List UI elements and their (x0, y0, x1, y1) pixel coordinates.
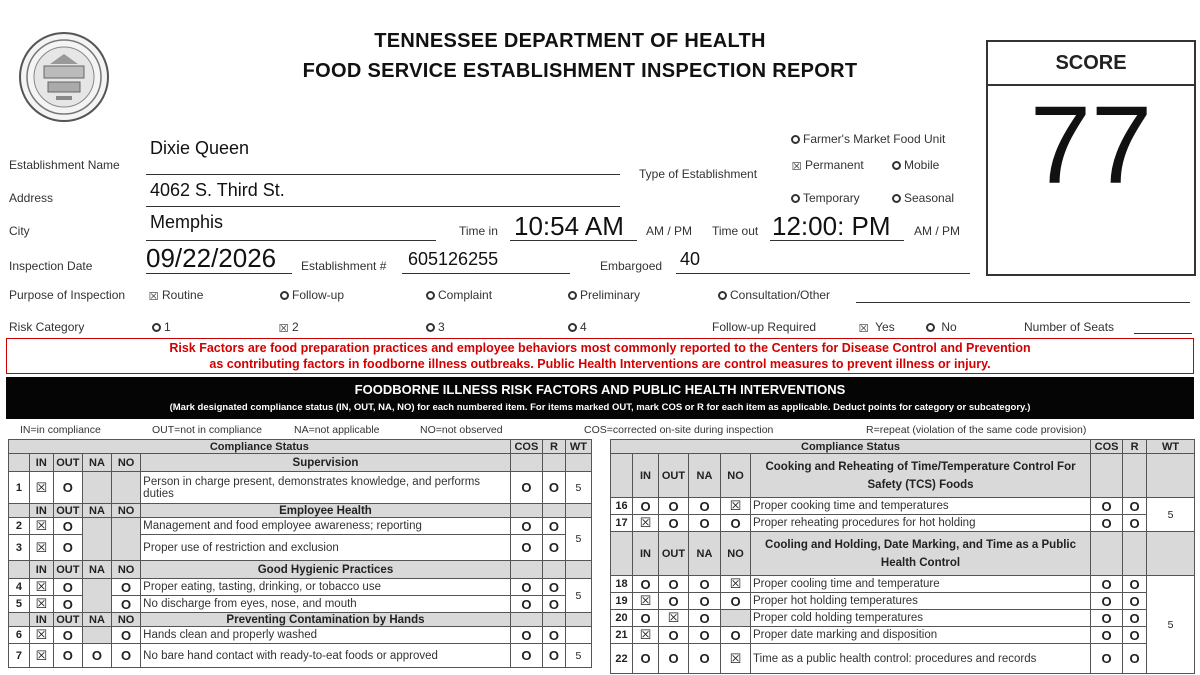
risk-option-2[interactable]: ☒ 2 (278, 320, 299, 335)
legend-r: R=repeat (violation of the same code provision) (866, 424, 1087, 436)
consultation-line (856, 302, 1190, 303)
purpose-option-consultation[interactable]: Consultation/Other (718, 288, 830, 302)
section-cooking-reheating: Cooking and Reheating of Time/Temperature Control For Safety (TCS) Foods (751, 454, 1091, 498)
table-row (611, 627, 1195, 644)
out-radio-icon[interactable]: O (53, 627, 82, 644)
r-radio-icon[interactable]: O (543, 518, 566, 535)
section-banner (6, 377, 1194, 419)
cos-radio-icon[interactable]: O (510, 579, 542, 596)
radio-icon (791, 194, 800, 203)
in-checked-icon[interactable]: ☒ (633, 627, 659, 644)
report-title-department: TENNESSEE DEPARTMENT OF HEALTH (374, 30, 766, 52)
item-number: 21 (611, 627, 633, 644)
table-row (9, 627, 592, 644)
na-radio-icon[interactable]: O (689, 627, 721, 644)
no-radio-icon[interactable]: O (721, 593, 751, 610)
item-description: No bare hand contact with ready-to-eat foods or approved (141, 644, 511, 668)
purpose-option-routine[interactable]: ☒ Routine (148, 288, 204, 303)
tennessee-state-seal (12, 30, 116, 124)
out-radio-icon[interactable]: O (659, 515, 689, 532)
cooking-header-row (611, 454, 1195, 498)
out-radio-icon[interactable]: O (53, 579, 82, 596)
radio-icon (892, 194, 901, 203)
item-number: 1 (9, 472, 30, 504)
score-value: 77 (1029, 84, 1153, 207)
item-description: Proper hot holding temperatures (751, 593, 1091, 610)
contamination-header-row (9, 613, 592, 627)
embargoed-value[interactable]: 40 (680, 249, 701, 269)
type-option-temporary[interactable]: Temporary (791, 191, 860, 205)
cos-radio-icon[interactable]: O (510, 472, 542, 504)
table-row (9, 518, 592, 535)
score-label: SCORE (988, 42, 1194, 86)
col-out: OUT (659, 454, 689, 498)
cos-radio-icon[interactable]: O (510, 644, 542, 668)
no-checked-icon[interactable]: ☒ (721, 644, 751, 674)
no-radio-icon[interactable]: O (112, 579, 141, 596)
col-na: NA (82, 613, 111, 627)
cooling-header-row (611, 532, 1195, 576)
checked-box-icon: ☒ (278, 323, 289, 335)
legend-na: NA=not applicable (294, 424, 380, 436)
r-radio-icon[interactable]: O (1123, 627, 1147, 644)
table-row (9, 472, 592, 504)
radio-icon (791, 135, 800, 144)
section-supervision: Supervision (141, 454, 511, 472)
followup-option-no[interactable]: No (926, 320, 957, 334)
out-checked-icon[interactable]: ☒ (659, 610, 689, 627)
compliance-table-right (610, 439, 1195, 674)
out-radio-icon[interactable]: O (53, 596, 82, 613)
col-na: NA (689, 454, 721, 498)
item-number: 3 (9, 535, 30, 561)
time-in-value[interactable]: 10:54 AM (514, 211, 624, 241)
cos-radio-icon[interactable]: O (1091, 498, 1123, 515)
col-no: NO (112, 454, 141, 472)
col-in: IN (29, 613, 53, 627)
item-number: 19 (611, 593, 633, 610)
time-in-line (510, 240, 637, 241)
type-option-mobile[interactable]: Mobile (892, 158, 939, 172)
item-number: 16 (611, 498, 633, 515)
time-out-ampm: AM / PM (914, 224, 961, 238)
item-description: Proper date marking and disposition (751, 627, 1091, 644)
col-na: NA (689, 532, 721, 576)
city-label: City (9, 224, 30, 238)
number-of-seats-line (1134, 333, 1192, 334)
cos-radio-icon[interactable]: O (1091, 627, 1123, 644)
item-description: Proper cooking time and temperatures (751, 498, 1091, 515)
cos-radio-icon[interactable]: O (510, 627, 542, 644)
col-in: IN (633, 532, 659, 576)
table-row (611, 644, 1195, 674)
r-radio-icon[interactable]: O (1123, 498, 1147, 515)
cos-radio-icon[interactable]: O (1091, 515, 1123, 532)
item-weight: 5 (565, 579, 591, 613)
type-option-farmers-market[interactable]: Farmer's Market Food Unit (791, 132, 945, 146)
col-in: IN (29, 504, 53, 518)
followup-option-yes[interactable]: ☒ Yes (858, 320, 895, 335)
time-in-label: Time in (459, 224, 498, 238)
item-description: Management and food employee awareness; reporting (141, 518, 511, 535)
r-radio-icon[interactable]: O (543, 627, 566, 644)
checked-box-icon: ☒ (858, 323, 869, 335)
city-value[interactable]: Memphis (150, 212, 224, 232)
establishment-number-line (402, 273, 570, 274)
purpose-option-preliminary[interactable]: Preliminary (568, 288, 640, 302)
inspection-date-value[interactable]: 09/22/2026 (146, 243, 277, 273)
item-description: No discharge from eyes, nose, and mouth (141, 596, 511, 613)
no-radio-icon[interactable]: O (112, 644, 141, 668)
out-radio-icon[interactable]: O (659, 593, 689, 610)
cos-radio-icon[interactable]: O (510, 596, 542, 613)
in-radio-icon[interactable]: O (633, 498, 659, 515)
cos-radio-icon[interactable]: O (1091, 644, 1123, 674)
number-of-seats-label: Number of Seats (1024, 320, 1115, 334)
section-cooling-holding: Cooling and Holding, Date Marking, and Time as a Public Health Control (751, 532, 1091, 576)
followup-required-label: Follow-up Required (712, 320, 817, 334)
type-option-permanent[interactable]: ☒ Permanent (791, 158, 864, 173)
col-out: OUT (53, 504, 82, 518)
item-weight: 5 (1147, 576, 1195, 674)
out-radio-icon[interactable]: O (53, 535, 82, 561)
col-no: NO (721, 532, 751, 576)
type-option-seasonal[interactable]: Seasonal (892, 191, 954, 205)
item-description: Proper cooling time and temperature (751, 576, 1091, 593)
risk-notice-line-1: Risk Factors are food preparation practices and employee behaviors most commonly reported to the Centers for Disease Control and Prevention (169, 341, 1031, 355)
item-number: 2 (9, 518, 30, 535)
col-na: NA (82, 504, 111, 518)
item-description: Person in charge present, demonstrates knowledge, and performs duties (141, 472, 511, 504)
in-checked-icon[interactable]: ☒ (633, 515, 659, 532)
banner-title: FOODBORNE ILLNESS RISK FACTORS AND PUBLIC HEALTH INTERVENTIONS (354, 382, 846, 397)
out-radio-icon[interactable]: O (659, 644, 689, 674)
na-radio-icon[interactable]: O (689, 498, 721, 515)
establishment-number-value[interactable]: 605126255 (408, 249, 499, 269)
table-row (611, 498, 1195, 515)
compliance-table-left (8, 439, 592, 668)
r-radio-icon[interactable]: O (1123, 610, 1147, 627)
legend-in: IN=in compliance (20, 424, 101, 436)
item-description: Proper cold holding temperatures (751, 610, 1091, 627)
table-row (611, 576, 1195, 593)
banner-subtitle: (Mark designated compliance status (IN, OUT, NA, NO) for each numbered item. For items marked OUT, mark COS or R for each item as applicable. Deduct points for category or subcategory.) (169, 402, 1031, 413)
in-radio-icon[interactable]: O (633, 610, 659, 627)
col-in: IN (633, 454, 659, 498)
establishment-number-label: Establishment # (301, 259, 387, 273)
checked-box-icon: ☒ (791, 161, 802, 173)
col-na: NA (82, 454, 111, 472)
item-description: Time as a public health control: procedures and records (751, 644, 1091, 674)
legend-out: OUT=not in compliance (152, 424, 263, 436)
inspection-date-label: Inspection Date (9, 259, 93, 273)
inspection-date-line (146, 273, 292, 274)
item-description: Proper reheating procedures for hot holding (751, 515, 1091, 532)
col-na: NA (82, 561, 111, 579)
risk-option-4[interactable]: 4 (568, 320, 587, 334)
radio-icon (926, 323, 935, 332)
report-title-main: FOOD SERVICE ESTABLISHMENT INSPECTION REPORT (302, 60, 858, 82)
r-radio-icon[interactable]: O (1123, 576, 1147, 593)
no-radio-icon[interactable]: O (112, 596, 141, 613)
r-radio-icon[interactable]: O (543, 644, 566, 668)
table-header-row (611, 440, 1195, 454)
employee-health-header-row (9, 504, 592, 518)
risk-factors-notice (6, 338, 1194, 374)
risk-option-3[interactable]: 3 (426, 320, 445, 334)
in-checked-icon[interactable]: ☒ (29, 518, 53, 535)
purpose-option-complaint[interactable]: Complaint (426, 288, 492, 302)
col-no: NO (721, 454, 751, 498)
col-out: OUT (53, 561, 82, 579)
cos-header: COS (510, 440, 542, 454)
item-description: Proper eating, tasting, drinking, or tobacco use (141, 579, 511, 596)
section-employee-health: Employee Health (141, 504, 511, 518)
cos-radio-icon[interactable]: O (1091, 610, 1123, 627)
col-out: OUT (53, 454, 82, 472)
item-weight: 5 (1147, 498, 1195, 532)
r-header: R (1123, 440, 1147, 454)
item-weight: 5 (565, 644, 591, 668)
item-number: 20 (611, 610, 633, 627)
r-radio-icon[interactable]: O (1123, 515, 1147, 532)
no-checked-icon[interactable]: ☒ (721, 576, 751, 593)
col-no: NO (112, 613, 141, 627)
na-radio-icon[interactable]: O (689, 593, 721, 610)
item-description: Proper use of restriction and exclusion (141, 535, 511, 561)
checked-box-icon: ☒ (148, 291, 159, 303)
time-in-ampm: AM / PM (646, 224, 693, 238)
cos-header: COS (1091, 440, 1123, 454)
item-number: 17 (611, 515, 633, 532)
status-legend (20, 424, 1190, 438)
radio-icon (718, 291, 727, 300)
compliance-status-header: Compliance Status (9, 440, 511, 454)
address-line (146, 206, 620, 207)
in-checked-icon[interactable]: ☒ (29, 627, 53, 644)
legend-cos: COS=corrected on-site during inspection (584, 424, 774, 436)
item-number: 7 (9, 644, 30, 668)
purpose-label: Purpose of Inspection (9, 288, 126, 302)
in-checked-icon[interactable]: ☒ (29, 472, 53, 504)
no-radio-icon[interactable]: O (112, 627, 141, 644)
purpose-option-followup[interactable]: Follow-up (280, 288, 344, 302)
out-radio-icon[interactable]: O (53, 518, 82, 535)
na-radio-icon[interactable]: O (689, 610, 721, 627)
col-in: IN (29, 454, 53, 472)
r-radio-icon[interactable]: O (1123, 593, 1147, 610)
in-checked-icon[interactable]: ☒ (29, 644, 53, 668)
r-header: R (543, 440, 566, 454)
item-weight: 5 (565, 518, 591, 561)
table-header-row (9, 440, 592, 454)
item-number: 18 (611, 576, 633, 593)
cos-radio-icon[interactable]: O (1091, 593, 1123, 610)
in-radio-icon[interactable]: O (633, 576, 659, 593)
item-number: 22 (611, 644, 633, 674)
radio-icon (568, 323, 577, 332)
address-label: Address (9, 191, 54, 205)
risk-notice-line-2: as contributing factors in foodborne illness outbreaks. Public Health Interventions are control measures to prevent illness or injury. (209, 357, 991, 371)
supervision-header-row (9, 454, 592, 472)
radio-icon (426, 291, 435, 300)
cos-radio-icon[interactable]: O (510, 518, 542, 535)
table-row (611, 515, 1195, 532)
na-radio-icon[interactable]: O (689, 515, 721, 532)
item-description: Hands clean and properly washed (141, 627, 511, 644)
item-number: 4 (9, 579, 30, 596)
table-row (9, 579, 592, 596)
col-no: NO (112, 561, 141, 579)
r-radio-icon[interactable]: O (543, 535, 566, 561)
city-line (146, 240, 436, 241)
in-checked-icon[interactable]: ☒ (29, 535, 53, 561)
radio-icon (152, 323, 161, 332)
address-value[interactable]: 4062 S. Third St. (150, 180, 285, 200)
wt-header: WT (565, 440, 591, 454)
no-radio-icon[interactable]: O (721, 515, 751, 532)
establishment-name-value[interactable]: Dixie Queen (150, 138, 250, 158)
item-weight: 5 (565, 472, 591, 504)
in-radio-icon[interactable]: O (633, 644, 659, 674)
r-radio-icon[interactable]: O (543, 472, 566, 504)
risk-category-label: Risk Category (9, 320, 85, 334)
legend-no: NO=not observed (420, 424, 503, 436)
col-out: OUT (53, 613, 82, 627)
score-box (986, 40, 1196, 276)
establishment-type-label: Type of Establishment (639, 167, 758, 181)
out-radio-icon[interactable]: O (659, 576, 689, 593)
r-radio-icon[interactable]: O (543, 579, 566, 596)
radio-icon (280, 291, 289, 300)
establishment-name-label: Establishment Name (9, 158, 120, 172)
item-number: 6 (9, 627, 30, 644)
col-no: NO (112, 504, 141, 518)
section-hygienic-practices: Good Hygienic Practices (141, 561, 511, 579)
na-radio-icon[interactable]: O (82, 644, 111, 668)
time-out-line (770, 240, 904, 241)
cos-radio-icon[interactable]: O (510, 535, 542, 561)
table-row (611, 593, 1195, 610)
col-in: IN (29, 561, 53, 579)
in-checked-icon[interactable]: ☒ (29, 579, 53, 596)
no-radio-icon[interactable]: O (721, 627, 751, 644)
section-contamination-by-hands: Preventing Contamination by Hands (141, 613, 511, 627)
in-checked-icon[interactable]: ☒ (633, 593, 659, 610)
table-row (611, 610, 1195, 627)
r-radio-icon[interactable]: O (543, 596, 566, 613)
hygienic-header-row (9, 561, 592, 579)
radio-icon (568, 291, 577, 300)
no-checked-icon[interactable]: ☒ (721, 498, 751, 515)
col-out: OUT (659, 532, 689, 576)
risk-option-1[interactable]: 1 (152, 320, 171, 334)
out-radio-icon[interactable]: O (659, 627, 689, 644)
out-radio-icon[interactable]: O (659, 498, 689, 515)
time-out-value[interactable]: 12:00: PM (772, 211, 891, 241)
embargoed-label: Embargoed (600, 259, 663, 273)
compliance-status-header: Compliance Status (611, 440, 1091, 454)
in-checked-icon[interactable]: ☒ (29, 596, 53, 613)
time-out-label: Time out (712, 224, 759, 238)
item-number: 5 (9, 596, 30, 613)
establishment-name-line (146, 174, 620, 175)
table-row (9, 644, 592, 668)
out-radio-icon[interactable]: O (53, 644, 82, 668)
na-radio-icon[interactable]: O (689, 644, 721, 674)
na-radio-icon[interactable]: O (689, 576, 721, 593)
embargoed-line (676, 273, 970, 274)
radio-icon (892, 161, 901, 170)
cos-radio-icon[interactable]: O (1091, 576, 1123, 593)
r-radio-icon[interactable]: O (1123, 644, 1147, 674)
wt-header: WT (1147, 440, 1195, 454)
radio-icon (426, 323, 435, 332)
out-radio-icon[interactable]: O (53, 472, 82, 504)
